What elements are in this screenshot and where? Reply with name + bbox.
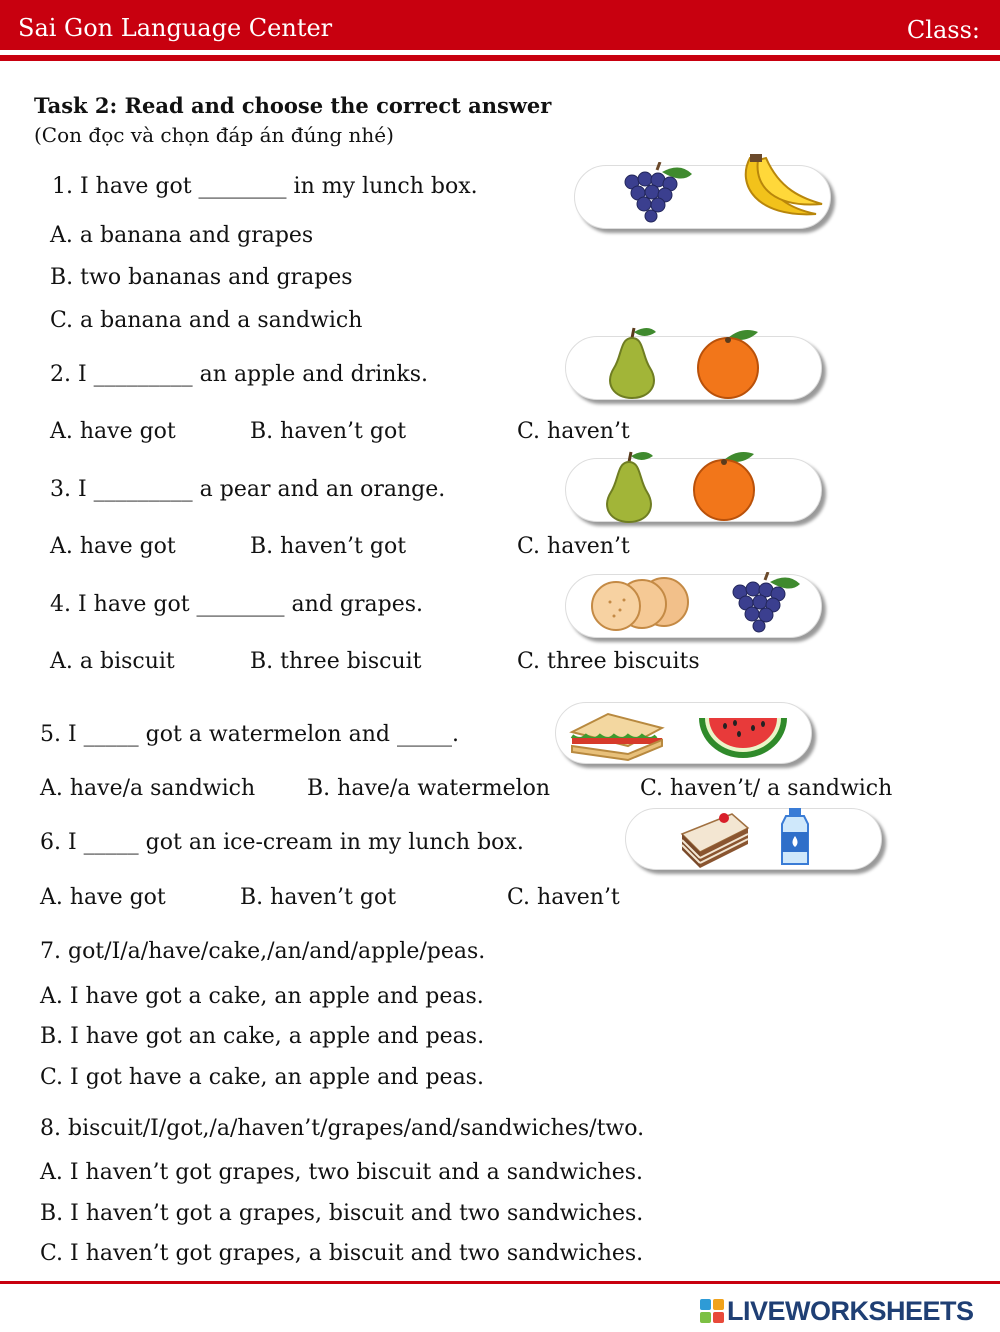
question-4-option-b[interactable]: B. three biscuit <box>250 649 422 674</box>
question-8-option-b[interactable]: B. I haven’t got a grapes, biscuit and two sandwiches. <box>40 1201 644 1226</box>
sandwich-icon <box>568 710 666 762</box>
orange-icon <box>692 328 768 400</box>
biscuits-icon <box>582 574 702 634</box>
grapes-icon <box>720 572 810 636</box>
question-6-picture-box <box>625 808 882 870</box>
task-title: Task 2: Read and choose the correct answer <box>34 93 552 118</box>
logo-mark-icon <box>700 1299 724 1323</box>
question-2-stem: 2. I _________ an apple and drinks. <box>50 362 429 387</box>
question-8-option-a[interactable]: A. I haven’t got grapes, two biscuit and a sandwiches. <box>40 1160 644 1185</box>
question-5-option-c[interactable]: C. haven’t/ a sandwich <box>640 776 893 801</box>
center-name: Sai Gon Language Center <box>18 14 333 42</box>
question-6-option-a[interactable]: A. have got <box>40 885 166 910</box>
header-rule <box>0 55 1000 61</box>
question-1-stem: 1. I have got ________ in my lunch box. <box>52 174 478 199</box>
question-7-option-a[interactable]: A. I have got a cake, an apple and peas. <box>40 984 484 1009</box>
question-5-option-b[interactable]: B. have/a watermelon <box>307 776 551 801</box>
bananas-icon <box>736 154 826 226</box>
question-6-option-c[interactable]: C. haven’t <box>507 885 620 910</box>
watermelon-icon <box>695 712 791 762</box>
question-8-stem: 8. biscuit/I/got,/a/haven’t/grapes/and/sandwiches/two. <box>40 1116 645 1141</box>
question-1-option-b[interactable]: B. two bananas and grapes <box>50 265 353 290</box>
question-4-stem: 4. I have got ________ and grapes. <box>50 592 424 617</box>
question-6-option-b[interactable]: B. haven’t got <box>240 885 397 910</box>
task-subtitle: (Con đọc và chọn đáp án đúng nhé) <box>34 123 394 147</box>
question-2-option-c[interactable]: C. haven’t <box>517 419 630 444</box>
question-8-option-c[interactable]: C. I haven’t got grapes, a biscuit and two sandwiches. <box>40 1241 644 1266</box>
question-7-option-c[interactable]: C. I got have a cake, an apple and peas. <box>40 1065 484 1090</box>
question-3-option-a[interactable]: A. have got <box>50 534 176 559</box>
grapes-icon <box>612 162 702 224</box>
question-2-option-a[interactable]: A. have got <box>50 419 176 444</box>
question-3-option-c[interactable]: C. haven’t <box>517 534 630 559</box>
question-4-option-c[interactable]: C. three biscuits <box>517 649 700 674</box>
cake-icon <box>676 806 752 870</box>
pear-icon <box>597 450 661 524</box>
question-3-stem: 3. I _________ a pear and an orange. <box>50 477 446 502</box>
liveworksheets-logo[interactable] <box>700 1296 974 1326</box>
footer-rule <box>0 1281 1000 1284</box>
pear-icon <box>600 326 664 400</box>
question-1-option-a[interactable]: A. a banana and grapes <box>50 223 314 248</box>
question-3-option-b[interactable]: B. haven’t got <box>250 534 407 559</box>
question-5-stem: 5. I _____ got a watermelon and _____. <box>40 722 459 747</box>
question-6-stem: 6. I _____ got an ice-cream in my lunch box. <box>40 830 524 855</box>
logo-wordmark: LIVEWORKSHEETS <box>727 1295 974 1326</box>
question-4-option-a[interactable]: A. a biscuit <box>50 649 175 674</box>
orange-icon <box>688 450 764 522</box>
question-7-option-b[interactable]: B. I have got an cake, a apple and peas. <box>40 1024 485 1049</box>
class-label: Class: <box>906 16 980 44</box>
header-bar <box>0 0 1000 50</box>
question-5-option-a[interactable]: A. have/a sandwich <box>40 776 256 801</box>
water-bottle-icon <box>778 808 812 866</box>
question-2-option-b[interactable]: B. haven’t got <box>250 419 407 444</box>
question-1-option-c[interactable]: C. a banana and a sandwich <box>50 308 363 333</box>
question-7-stem: 7. got/I/a/have/cake,/an/and/apple/peas. <box>40 939 486 964</box>
